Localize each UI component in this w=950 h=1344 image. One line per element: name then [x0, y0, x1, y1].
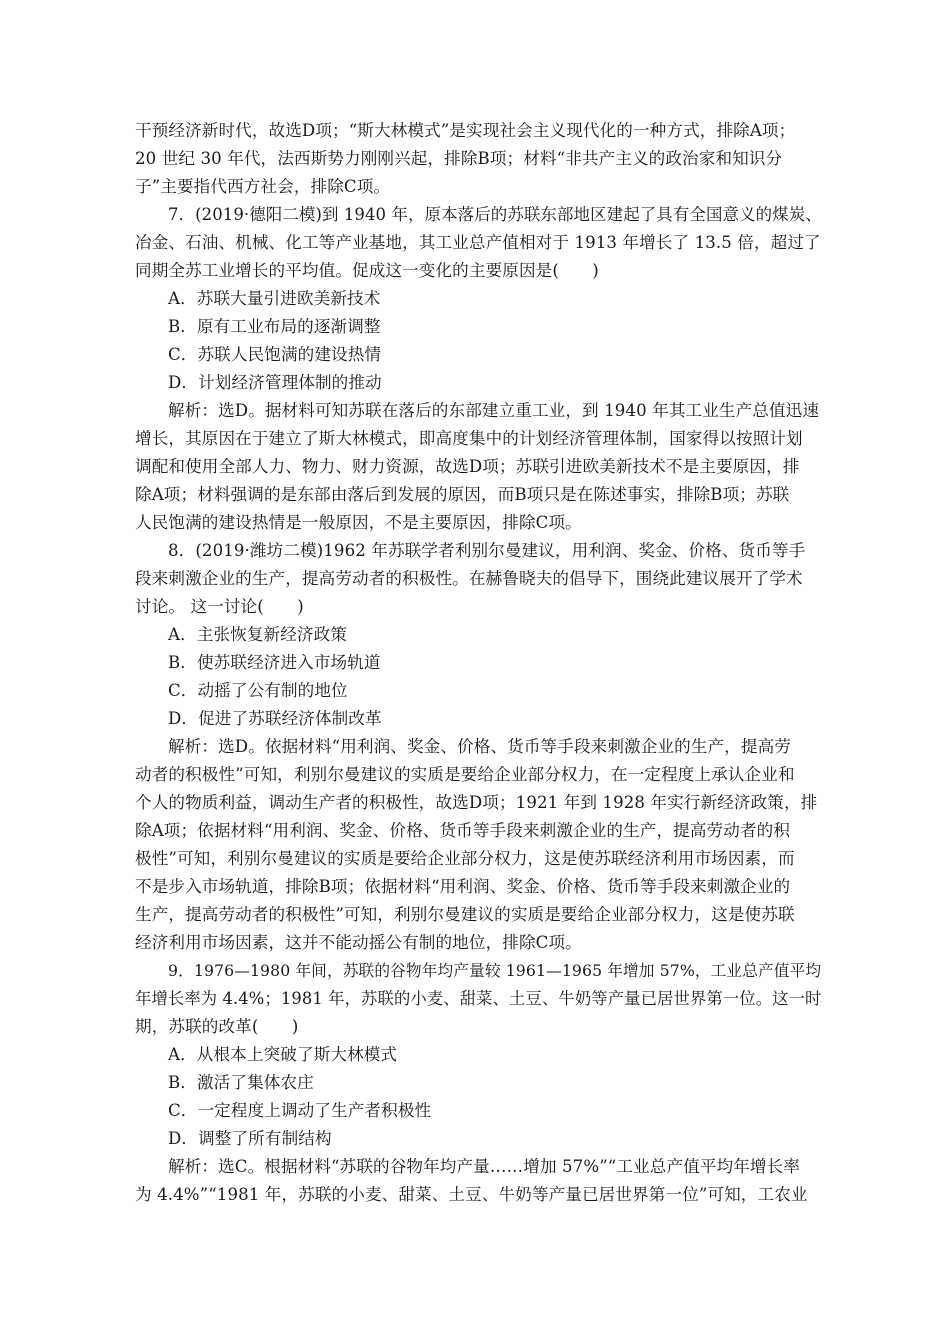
text-line: 不是步入市场轨道，排除B项；依据材料“用利润、奖金、价格、货币等手段来刺激企业的	[135, 877, 791, 896]
text-line: 20 世纪 30 年代，法西斯势力刚刚兴起，排除B项；材料“非共产主义的政治家和知识分	[135, 149, 783, 168]
answer-option: D．计划经济管理体制的推动	[168, 373, 382, 392]
text-line: 7．(2019·德阳二模)到 1940 年，原本落后的苏联东部地区建起了具有全国意义的煤炭、	[168, 205, 822, 224]
answer-option: C．动摇了公有制的地位	[168, 681, 348, 700]
text-line: 段来刺激企业的生产，提高劳动者的积极性。在赫鲁晓夫的倡导下，围绕此建议展开了学术	[135, 569, 803, 588]
answer-option: D．调整了所有制结构	[168, 1129, 332, 1148]
text-line: 极性”可知，利别尔曼建议的实质是要给企业部分权力，这是使苏联经济利用市场因素，而	[135, 849, 795, 868]
text-line: 年增长率为 4.4%；1981 年，苏联的小麦、甜菜、土豆、牛奶等产量已居世界第一位。这一时	[135, 989, 822, 1008]
text-line: 解析：选C。根据材料“苏联的谷物年均产量……增加 57%”“工业总产值平均年增长率	[168, 1157, 800, 1176]
text-line: 除A项；材料强调的是东部由落后到发展的原因，而B项只是在陈述事实，排除B项；苏联	[135, 485, 790, 504]
text-line: 期，苏联的改革( )	[135, 1017, 299, 1036]
text-line: 讨论。 这一讨论( )	[135, 597, 304, 616]
answer-option: D．促进了苏联经济体制改革	[168, 709, 382, 728]
text-line: 9．1976—1980 年间，苏联的谷物年均产量较 1961—1965 年增加 57%，工业总产值平均	[168, 961, 822, 980]
text-line: 经济利用市场因素，这并不能动摇公有制的地位，排除C项。	[135, 933, 582, 952]
text-line: 同期全苏工业增长的平均值。促成这一变化的主要原因是( )	[135, 261, 599, 280]
text-line: 为 4.4%”“1981 年，苏联的小麦、甜菜、土豆、牛奶等产量已居世界第一位”可知，工农业	[135, 1185, 808, 1204]
answer-option: C．苏联人民饱满的建设热情	[168, 345, 382, 364]
text-line: 解析：选D。依据材料“用利润、奖金、价格、货币等手段来刺激企业的生产，提高劳	[168, 737, 791, 756]
answer-option: A．从根本上突破了斯大林模式	[168, 1045, 398, 1064]
answer-option: B．原有工业布局的逐渐调整	[168, 317, 381, 336]
answer-option: C．一定程度上调动了生产者积极性	[168, 1101, 432, 1120]
text-line: 生产，提高劳动者的积极性”可知，利别尔曼建议的实质是要给企业部分权力，这是使苏联	[135, 905, 795, 924]
text-line: 子”主要指代西方社会，排除C项。	[135, 177, 391, 196]
text-line: 增长，其原因在于建立了斯大林模式，即高度集中的计划经济管理体制，国家得以按照计划	[135, 429, 803, 448]
text-line: 解析：选D。据材料可知苏联在落后的东部建立重工业，到 1940 年其工业生产总值迅速	[168, 401, 820, 420]
text-line: 8．(2019·潍坊二模)1962 年苏联学者利别尔曼建议，用利润、奖金、价格、货币等手	[168, 541, 806, 560]
text-line: 干预经济新时代，故选D项；“斯大林模式”是实现社会主义现代化的一种方式，排除A项；	[135, 121, 796, 140]
text-line: 个人的物质利益，调动生产者的积极性，故选D项；1921 年到 1928 年实行新经济政策，排	[135, 793, 818, 812]
text-line: 调配和使用全部人力、物力、财力资源，故选D项；苏联引进欧美新技术不是主要原因，排	[135, 457, 800, 476]
text-line: 除A项；依据材料“用利润、奖金、价格、货币等手段来刺激企业的生产，提高劳动者的积	[135, 821, 791, 840]
answer-option: A．主张恢复新经济政策	[168, 625, 348, 644]
document-body	[135, 117, 825, 1209]
answer-option: B．使苏联经济进入市场轨道	[168, 653, 381, 672]
answer-option: B．激活了集体农庄	[168, 1073, 314, 1092]
text-line: 动者的积极性”可知，利别尔曼建议的实质是要给企业部分权力，在一定程度上承认企业和	[135, 765, 795, 784]
text-line: 冶金、石油、机械、化工等产业基地，其工业总产值相对于 1913 年增长了 13.5 倍，超过了	[135, 233, 821, 252]
answer-option: A．苏联大量引进欧美新技术	[168, 289, 381, 308]
text-line: 人民饱满的建设热情是一般原因，不是主要原因，排除C项。	[135, 513, 582, 532]
